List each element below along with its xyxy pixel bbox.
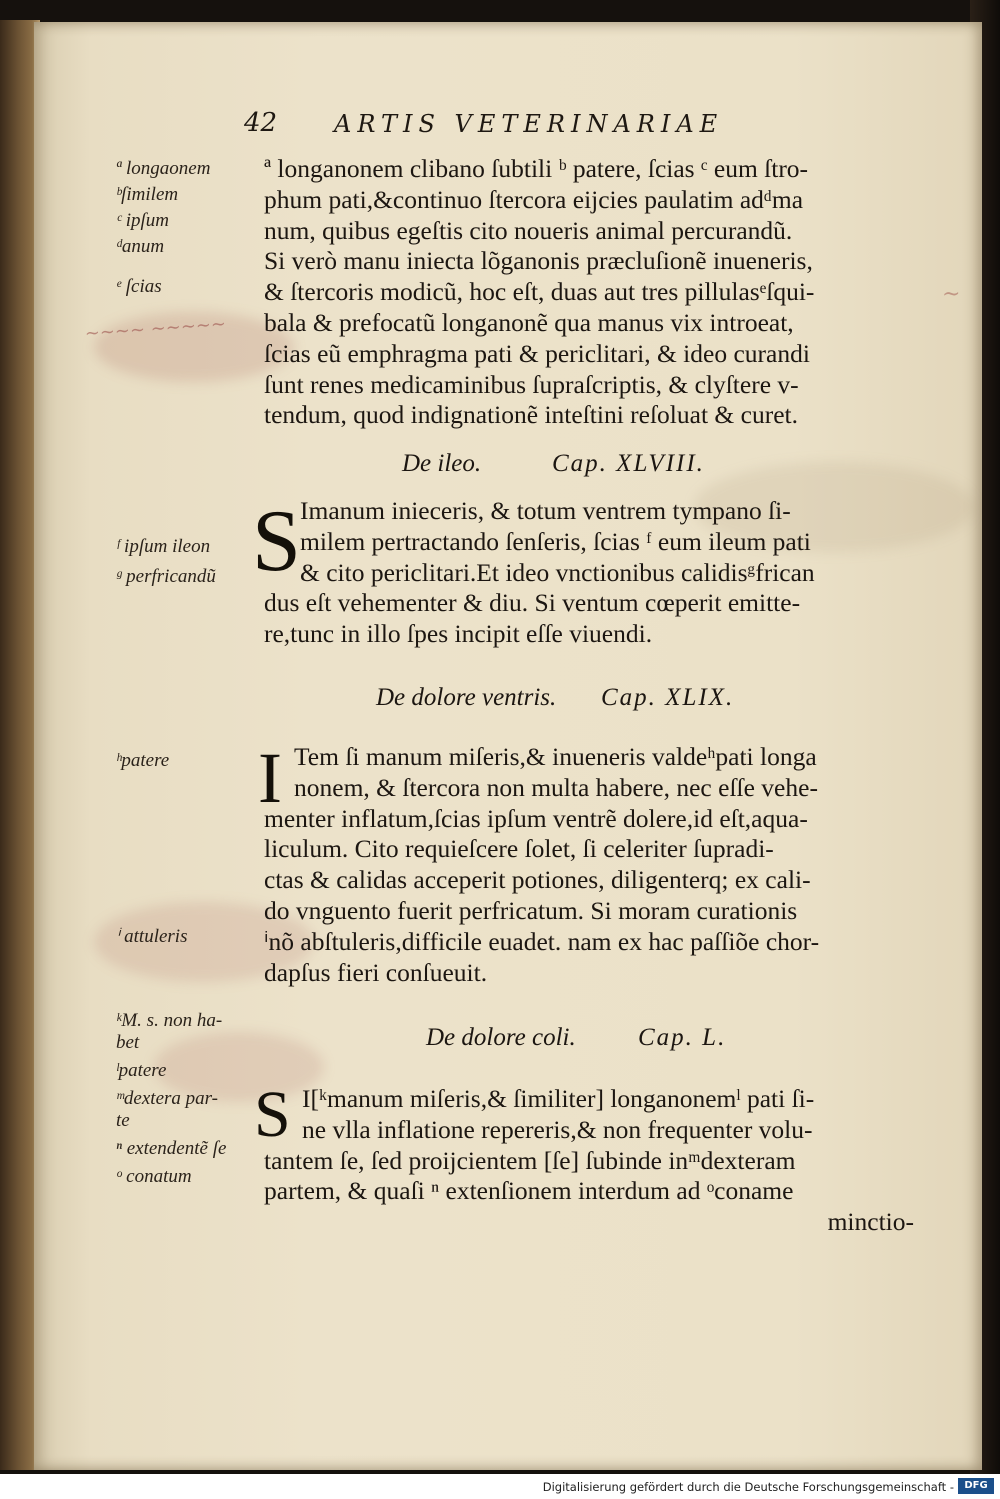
page-number: 42: [244, 108, 278, 138]
text-line: menter inflatum,ſcias ipſum ventrẽ dolere,id eſt,aqua-: [264, 803, 808, 833]
footer-text: Digitalisierung gefördert durch die Deutsche Forschungsgemeinschaft -: [542, 1480, 954, 1494]
text-line: Tem ſi manum miſeris,& inueneris valdeʰpati longa: [294, 742, 817, 771]
chapter-heading: [376, 684, 796, 716]
text-line: phum pati,&continuo ſtercora eijcies paulatim adᵈma: [264, 184, 804, 214]
margin-note: ⁱ attuleris: [116, 926, 188, 947]
text-line: nonem, & ſtercora non multa habere, nec eſſe vehe-: [294, 772, 818, 802]
dfg-logo-icon[interactable]: DFG: [958, 1478, 994, 1494]
margin-note: ᵉ ſcias: [116, 276, 162, 297]
margin-note: ʰpatere: [116, 750, 170, 771]
text-line: Si verò manu iniecta lõganonis præcluſionẽ inueneris,: [264, 246, 813, 276]
margin-note: te: [116, 1110, 130, 1131]
text-line: ne vlla inflatione repereris,& non frequenter volu-: [302, 1114, 813, 1144]
text-line: liculum. Cito requieſcere ſolet, ſi celeriter ſupradi-: [264, 834, 774, 864]
text-line: re,tunc in illo ſpes incipit eſſe viuendi.: [264, 619, 653, 649]
text-line: do vnguento fuerit perfricatum. Si moram curationis: [264, 895, 798, 925]
handwritten-mark: ~: [942, 282, 961, 307]
running-head: [244, 108, 804, 148]
margin-notes: [116, 158, 266, 298]
chapter-heading: [426, 1024, 806, 1056]
catchword: minctio-: [827, 1207, 914, 1237]
text-line: ⁱnõ abſtuleris,difficile euadet. nam ex hac paſſiõe chor-: [264, 926, 820, 956]
margin-notes: [116, 536, 266, 588]
text-line: dapſus fieri conſueuit.: [264, 957, 488, 987]
book-page: [34, 22, 982, 1470]
drop-cap: I: [258, 738, 282, 818]
chapter-number: Cap. XLVIII.: [552, 450, 705, 477]
text-line: tendum, quod indignationẽ inteſtini reſoluat & curet.: [264, 400, 798, 430]
margin-note: ˡpatere: [116, 1060, 167, 1081]
paragraph-continuation: [264, 154, 944, 431]
paragraph-de-ileo: [264, 496, 944, 650]
paragraph-de-dolore-ventris: [264, 742, 944, 988]
margin-note: ᵈanum: [116, 236, 165, 257]
text-line: num, quibus egeſtis cito noueris animal percurandũ.: [264, 215, 793, 245]
text-line: ſcias eũ emphragma pati & periclitari, & ideo curandi: [264, 338, 810, 368]
margin-notes: [116, 926, 266, 948]
handwritten-scribble: ~~~~ ~~~~~: [84, 313, 227, 345]
text-line: ctas & calidas acceperit potiones, diligenterq; ex cali-: [264, 865, 811, 895]
chapter-heading: [402, 450, 802, 482]
margin-note: ᵐdextera par-: [116, 1088, 218, 1109]
text-line: bala & prefocatũ longanonẽ qua manus vix introeat,: [264, 307, 794, 337]
margin-note: bet: [116, 1032, 140, 1053]
chapter-title: De dolore coli.: [426, 1024, 576, 1051]
text-line: & cito periclitari.Et ideo vnctionibus calidisᵍfrican: [300, 557, 815, 587]
digitization-footer: [0, 1474, 1000, 1499]
text-line: & ſtercoris modicũ, hoc eſt, duas aut tres pillulasᵉſqui-: [264, 277, 815, 307]
text-line: ſunt renes medicaminibus ſupraſcriptis, & clyſtere v-: [264, 369, 799, 399]
chapter-number: Cap. L.: [638, 1024, 727, 1051]
margin-note: ᵒ conatum: [116, 1166, 192, 1187]
text-line: milem pertractando ſenſeris, ſcias ᶠ eum ileum pati: [300, 526, 811, 556]
margin-note: ᶠ ipſum ileon: [116, 536, 211, 557]
margin-note: ª longaonem: [116, 158, 211, 179]
chapter-title: De dolore ventris.: [376, 684, 557, 711]
margin-note: ᶜ ipſum: [116, 210, 170, 231]
margin-note: ᵇſimilem: [116, 184, 179, 205]
paragraph-de-dolore-coli: [264, 1084, 944, 1238]
chapter-title: De ileo.: [402, 450, 482, 477]
running-title: ARTIS VETERINARIAE: [334, 110, 724, 138]
margin-notes: [116, 1010, 266, 1188]
margin-note: ᵏM. s. non ha-: [116, 1010, 223, 1031]
text-line: dus eſt vehementer & diu. Si ventum cœperit emitte-: [264, 588, 801, 618]
text-line: partem, & quaſi ⁿ extenſionem interdum ad ᵒconame: [264, 1176, 794, 1206]
text-line: Imanum inieceris, & totum ventrem tympano ſi-: [300, 496, 791, 525]
drop-cap: S: [252, 493, 301, 590]
margin-note: ᵍ perfricandũ: [116, 566, 216, 587]
margin-notes: [116, 750, 266, 772]
text-line: ª longanonem clibano ſubtili ᵇ patere, ſcias ᶜ eum ſtro-: [264, 154, 809, 183]
chapter-number: Cap. XLIX.: [601, 684, 735, 711]
margin-note: ⁿ extendentẽ ſe: [116, 1138, 227, 1159]
text-line: I[ᵏmanum miſeris,& ſimiliter] longanonemˡ pati ſi-: [302, 1084, 815, 1113]
text-line: tantem ſe, ſed proijcientem [ſe] ſubinde inᵐdexteram: [264, 1145, 796, 1175]
drop-cap: S: [254, 1078, 291, 1151]
